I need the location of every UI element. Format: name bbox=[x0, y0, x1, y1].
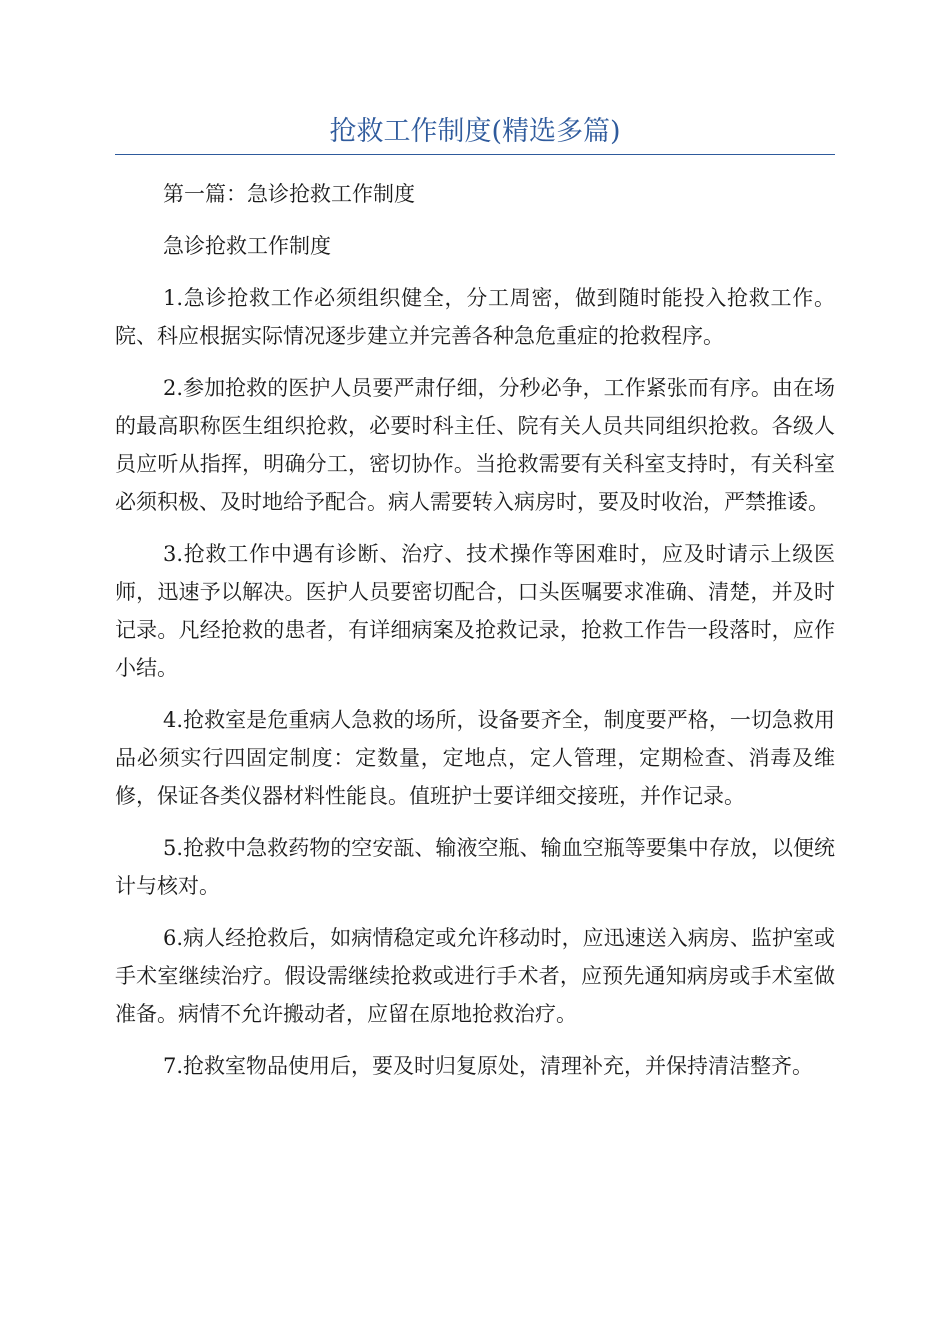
paragraph-rule-7: 7.抢救室物品使用后，要及时归复原处，清理补充，并保持清洁整齐。 bbox=[163, 1054, 814, 1078]
paragraph-rule-6: 6.病人经抢救后，如病情稳定或允许移动时，应迅速送入病房、监护室或手术室继续治疗。假设需继续抢救或进行手术者，应预先通知病房或手术室做准备。病情不允许搬动者，应留在原地抢救治疗。 bbox=[115, 926, 835, 1026]
subheading: 急诊抢救工作制度 bbox=[163, 234, 331, 258]
paragraph-rule-1: 1.急诊抢救工作必须组织健全，分工周密，做到随时能投入抢救工作。院、科应根据实际情况逐步建立并完善各种急危重症的抢救程序。 bbox=[115, 286, 835, 348]
paragraph-rule-2: 2.参加抢救的医护人员要严肃仔细，分秒必争，工作紧张而有序。由在场的最高职称医生组织抢救，必要时科主任、院有关人员共同组织抢救。各级人员应听从指挥，明确分工，密切协作。当抢救需要有关科室支持时，有关科室必须积极、及时地给予配合。病人需要转入病房时，要及时收治，严禁推诿。 bbox=[115, 376, 835, 514]
paragraph-rule-3: 3.抢救工作中遇有诊断、治疗、技术操作等困难时，应及时请示上级医师，迅速予以解决。医护人员要密切配合，口头医嘱要求准确、清楚，并及时记录。凡经抢救的患者，有详细病案及抢救记录，抢救工作告一段落时，应作小结。 bbox=[115, 542, 835, 680]
paragraph-rule-4: 4.抢救室是危重病人急救的场所，设备要齐全，制度要严格，一切急救用品必须实行四固定制度：定数量，定地点，定人管理，定期检查、消毒及维修，保证各类仪器材料性能良。值班护士要详细交接班，并作记录。 bbox=[115, 708, 835, 808]
document-body bbox=[115, 175, 835, 1099]
paragraph-rule-5: 5.抢救中急救药物的空安瓿、输液空瓶、输血空瓶等要集中存放，以便统计与核对。 bbox=[115, 836, 835, 898]
title-underline bbox=[115, 154, 835, 155]
section-heading: 第一篇：急诊抢救工作制度 bbox=[163, 182, 415, 206]
document-title: 抢救工作制度(精选多篇) bbox=[329, 116, 621, 147]
